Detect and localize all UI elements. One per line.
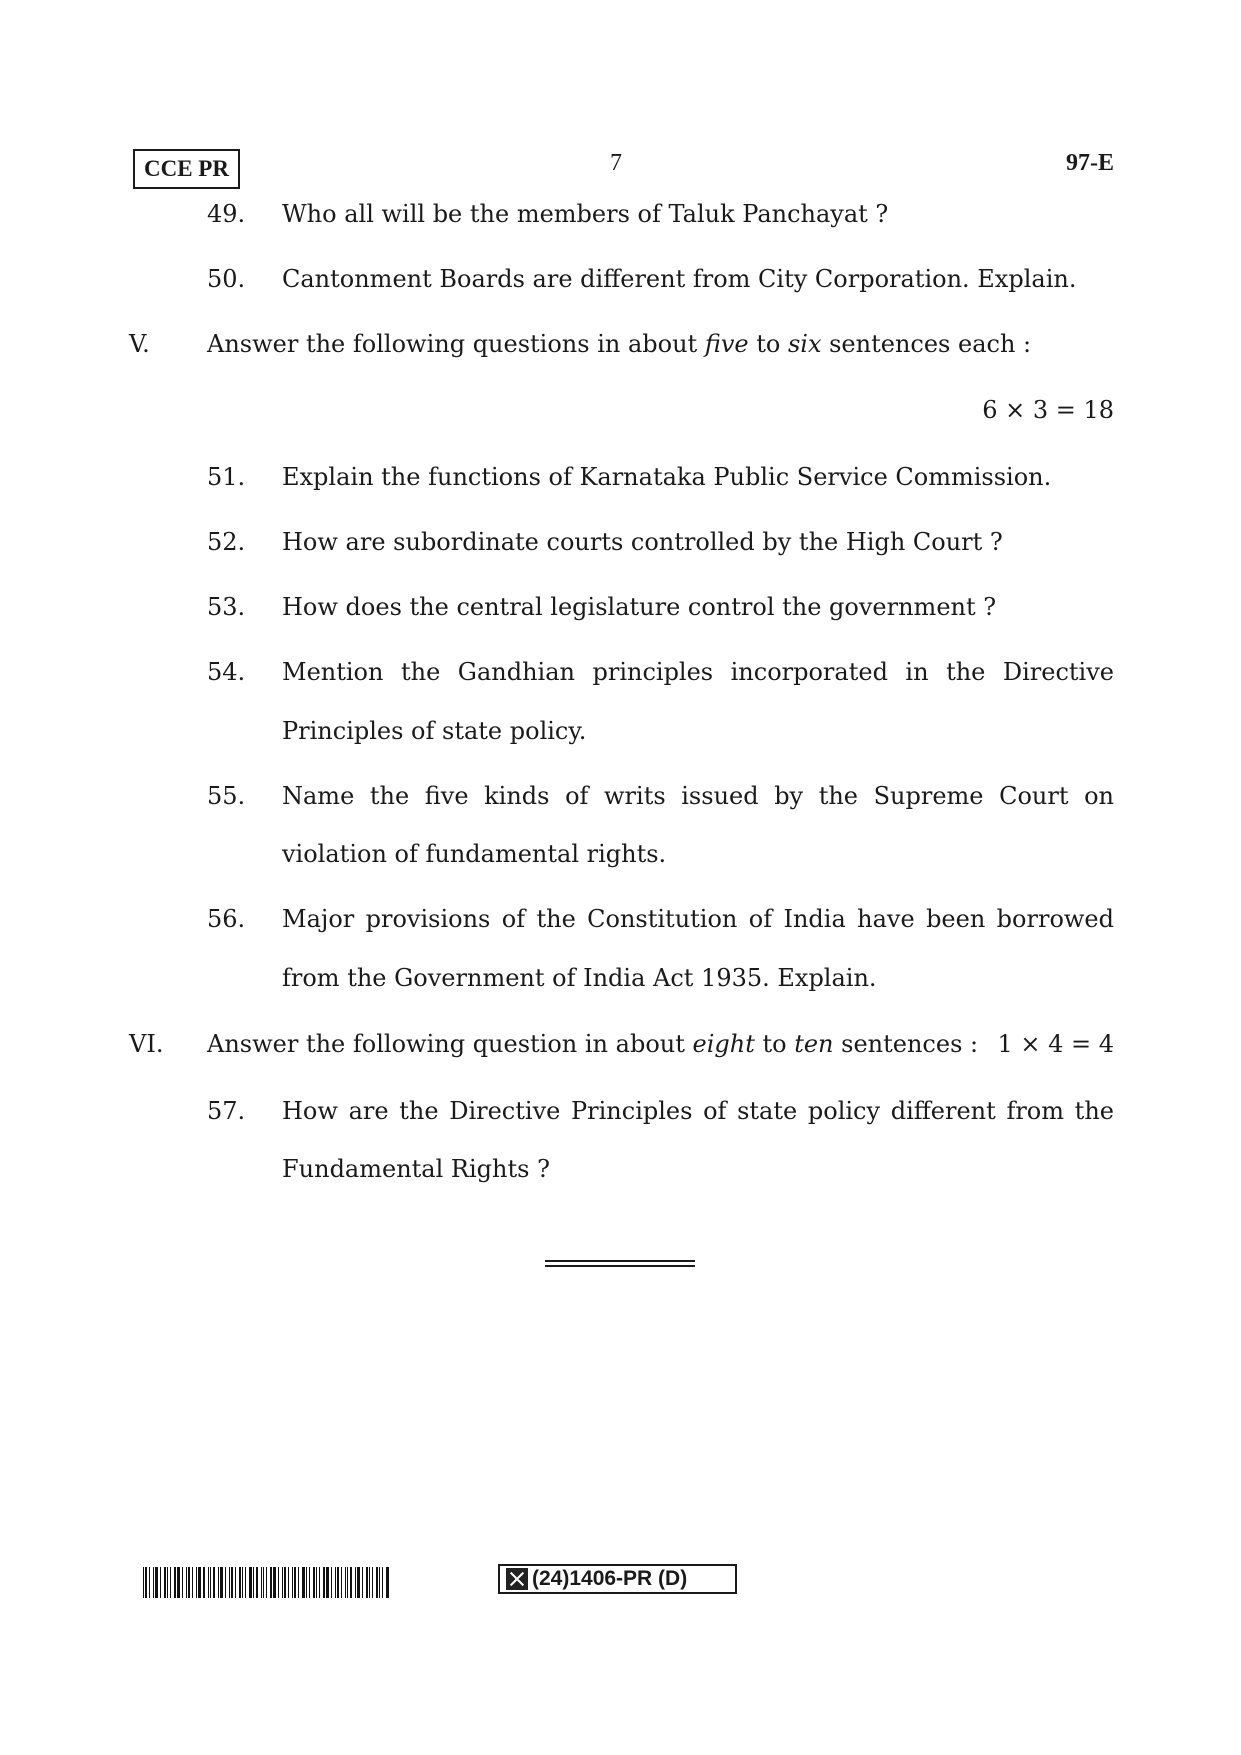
board-logo-icon — [506, 1568, 528, 1590]
question-number: 53. — [207, 593, 246, 621]
barcode-bar — [345, 1567, 346, 1598]
instruction-text: Answer the following questions in about — [207, 330, 705, 358]
barcode-bar — [208, 1567, 209, 1598]
question-text-line-2: violation of fundamental rights. — [282, 840, 667, 868]
question-text-line-2: Principles of state policy. — [282, 717, 587, 745]
barcode-bar — [379, 1567, 380, 1598]
barcode-bar — [167, 1567, 168, 1598]
barcode-bar — [198, 1567, 201, 1598]
barcode-bar — [235, 1567, 236, 1598]
instruction-emphasis: ten — [794, 1030, 834, 1058]
barcode-bar — [369, 1567, 370, 1598]
section-v-marks: 6 × 3 = 18 — [982, 396, 1114, 424]
barcode — [143, 1567, 401, 1598]
barcode-bar — [323, 1567, 325, 1598]
question-number: 52. — [207, 528, 246, 556]
barcode-bar — [231, 1567, 233, 1598]
barcode-bar — [229, 1567, 230, 1598]
barcode-bar — [372, 1567, 373, 1598]
question-text-line-2: Fundamental Rights ? — [282, 1155, 550, 1183]
barcode-bar — [242, 1567, 243, 1598]
question-text-line-1: Mention the Gandhian principles incorporated in the Directive — [282, 658, 1114, 686]
question-text-line-1: Name the five kinds of writs issued by the Supreme Court on — [282, 782, 1114, 810]
barcode-bar — [210, 1567, 211, 1598]
section-vi-numeral: VI. — [129, 1030, 164, 1058]
barcode-bar — [298, 1567, 299, 1598]
instruction-text: to — [748, 330, 788, 358]
question-text: Who all will be the members of Taluk Panchayat ? — [282, 200, 889, 228]
question-text: Explain the functions of Karnataka Public Service Commission. — [282, 463, 1052, 491]
question-text: Cantonment Boards are different from City Corporation. Explain. — [282, 265, 1077, 293]
barcode-bar — [316, 1567, 317, 1598]
end-rule-bottom — [545, 1265, 695, 1267]
barcode-bar — [288, 1567, 289, 1598]
barcode-bar — [225, 1567, 226, 1598]
barcode-bar — [319, 1567, 320, 1598]
barcode-bar — [366, 1567, 368, 1598]
barcode-bar — [350, 1567, 352, 1598]
barcode-bar — [196, 1567, 197, 1598]
barcode-bar — [337, 1567, 339, 1598]
barcode-bar — [143, 1567, 144, 1598]
question-number: 57. — [207, 1097, 246, 1125]
barcode-bar — [306, 1567, 307, 1598]
instruction-emphasis: eight — [692, 1030, 755, 1058]
barcode-bar — [382, 1567, 383, 1598]
barcode-bar — [153, 1567, 154, 1598]
barcode-bar — [213, 1567, 215, 1598]
barcode-bar — [164, 1567, 166, 1598]
question-number: 55. — [207, 782, 246, 810]
barcode-bar — [245, 1567, 246, 1598]
section-vi-marks: 1 × 4 = 4 — [997, 1030, 1114, 1058]
barcode-bar — [266, 1567, 267, 1598]
barcode-bar — [326, 1567, 329, 1598]
barcode-bar — [177, 1567, 180, 1598]
barcode-bar — [155, 1567, 158, 1598]
question-number: 51. — [207, 463, 246, 491]
barcode-bar — [239, 1567, 241, 1598]
barcode-bar — [282, 1567, 283, 1598]
barcode-bar — [170, 1567, 171, 1598]
end-rule-top — [545, 1260, 695, 1262]
question-number: 50. — [207, 265, 246, 293]
cce-pr-label: CCE PR — [133, 149, 240, 189]
paper-code: 97-E — [1066, 150, 1114, 176]
question-number: 54. — [207, 658, 246, 686]
barcode-bar — [220, 1567, 223, 1598]
barcode-bar — [256, 1567, 258, 1598]
barcode-bar — [270, 1567, 272, 1598]
barcode-bar — [261, 1567, 262, 1598]
question-text-line-1: How are the Directive Principles of state policy different from the — [282, 1097, 1114, 1125]
barcode-bar — [331, 1567, 332, 1598]
barcode-bar — [292, 1567, 293, 1598]
barcode-bar — [192, 1567, 193, 1598]
barcode-bar — [355, 1567, 356, 1598]
barcode-bar — [182, 1567, 183, 1598]
barcode-bar — [149, 1567, 150, 1598]
question-number: 56. — [207, 905, 246, 933]
barcode-bar — [278, 1567, 279, 1598]
barcode-bar — [386, 1567, 389, 1598]
barcode-bar — [273, 1567, 276, 1598]
barcode-bar — [186, 1567, 187, 1598]
instruction-text: to — [754, 1030, 795, 1058]
barcode-bar — [174, 1567, 176, 1598]
barcode-bar — [341, 1567, 342, 1598]
barcode-bar — [249, 1567, 252, 1598]
section-vi-instruction — [207, 1030, 978, 1058]
barcode-bar — [145, 1567, 147, 1598]
instruction-text: sentences each : — [821, 330, 1032, 358]
question-text: How does the central legislature control the government ? — [282, 593, 997, 621]
question-text-line-1: Major provisions of the Constitution of India have been borrowed — [282, 905, 1114, 933]
barcode-bar — [188, 1567, 190, 1598]
footer-code: (24)1406-PR (D) — [532, 1567, 688, 1590]
instruction-emphasis: five — [704, 330, 749, 358]
instruction-text: Answer the following question in about — [207, 1030, 693, 1058]
question-text-line-2: from the Government of India Act 1935. Explain. — [282, 964, 877, 992]
section-v-numeral: V. — [129, 330, 150, 358]
barcode-bar — [203, 1567, 205, 1598]
barcode-bar — [263, 1567, 264, 1598]
footer-code-box — [498, 1564, 737, 1594]
barcode-bar — [376, 1567, 378, 1598]
barcode-bar — [294, 1567, 296, 1598]
barcode-bar — [253, 1567, 254, 1598]
barcode-bar — [357, 1567, 360, 1598]
barcode-bar — [347, 1567, 348, 1598]
page-number: 7 — [610, 150, 622, 176]
barcode-bar — [302, 1567, 305, 1598]
instruction-text: sentences : — [833, 1030, 979, 1058]
barcode-bar — [160, 1567, 161, 1598]
question-text: How are subordinate courts controlled by the High Court ? — [282, 528, 1003, 556]
section-v-instruction — [207, 330, 1031, 358]
barcode-bar — [284, 1567, 286, 1598]
question-number: 49. — [207, 200, 246, 228]
instruction-emphasis: six — [787, 330, 822, 358]
barcode-bar — [218, 1567, 219, 1598]
barcode-bar — [309, 1567, 310, 1598]
barcode-bar — [335, 1567, 336, 1598]
barcode-bar — [313, 1567, 315, 1598]
barcode-bar — [362, 1567, 363, 1598]
